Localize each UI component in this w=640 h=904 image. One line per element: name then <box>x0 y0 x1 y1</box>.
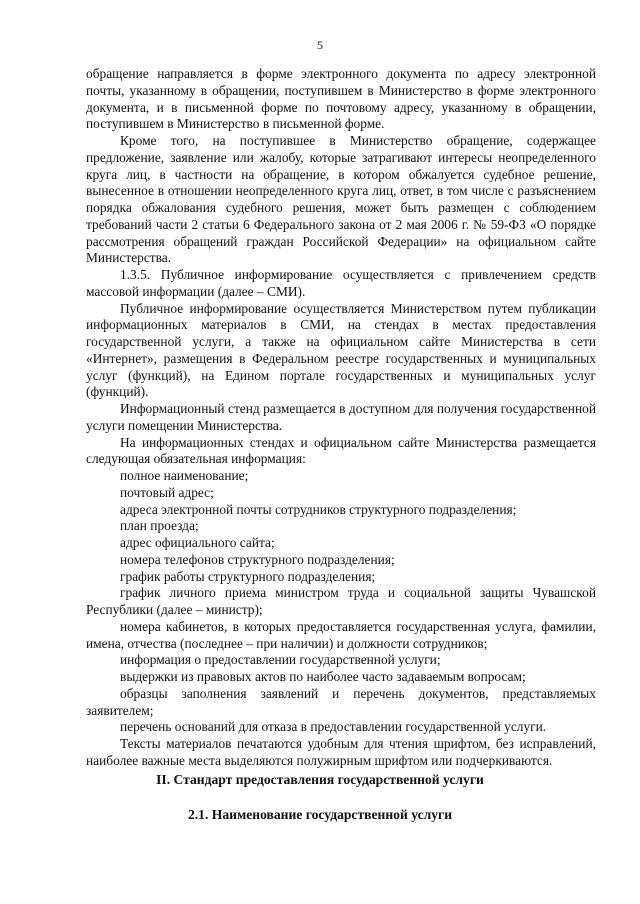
document-body <box>86 66 596 770</box>
list-item: выдержки из правовых актов по наиболее часто задаваемым вопросам; <box>120 669 526 684</box>
paragraph: Информационный стенд размещается в доступном для получения государственной услуги помещении Министерства. <box>86 401 596 433</box>
paragraph: обращение направляется в форме электронного документа по адресу электронной почты, указанному в обращении, поступившем в Министерство в форме электронного документа, и в письменной форме по почтовому адресу, указанному в обращении, поступившем в Министерство в письменной форме. <box>86 66 596 132</box>
paragraph: На информационных стендах и официальном сайте Министерства размещается следующая обязательная информация: <box>86 434 596 467</box>
list-item: образцы заполнения заявлений и перечень документов, представляемых заявителем; <box>86 685 596 718</box>
list-item: номера телефонов структурного подразделения; <box>120 551 395 567</box>
paragraph: Публичное информирование осуществляется Министерством путем публикации информационных материалов в СМИ, на стендах в местах предоставления государственной услуги, а также на официальном сайте Министерства в сети «Интернет», размещения в Федеральном реестре государственных и муниципальных услуг (функций), на Едином портале государственных и муниципальных услуг (функций). <box>86 300 596 400</box>
list-item: график работы структурного подразделения; <box>120 568 376 584</box>
subsection-heading: 2.1. Наименование государственной услуги <box>187 807 453 822</box>
paragraph: Тексты материалов печатаются удобным для чтения шрифтом, без исправлений, наиболее важные места выделяются полужирным шрифтом или подчеркиваются. <box>86 736 596 768</box>
list-item: адреса электронной почты сотрудников структурного подразделения; <box>120 501 517 517</box>
list-item: график личного приема министром труда и социальной защиты Чувашской Республики (далее – министр); <box>86 585 596 617</box>
paragraph: Кроме того, на поступившее в Министерство обращение, содержащее предложение, заявление или жалобу, которые затрагивают интересы неопределенного круга лиц, в частности на обращение, в котором обжалуется судебное решение, вынесенное в отношении неопределенного круга лиц, ответ, в том числе с разъяснением порядка обжалования судебного решения, может быть размещен с соблюдением требований части 2 статьи 6 Федерального закона от 2 мая 2006 г. № 59-ФЗ «О порядке рассмотрения обращений граждан Российской Федерации» на официальном сайте Министерства. <box>86 133 596 266</box>
list-item: план проезда; <box>120 518 199 534</box>
paragraph: 1.3.5. Публичное информирование осуществляется с привлечением средств массовой информации (далее – СМИ). <box>86 267 596 299</box>
list-item: почтовый адрес; <box>120 484 214 500</box>
list-item: информация о предоставлении государственной услуги; <box>120 652 441 668</box>
list-item: полное наименование; <box>120 468 249 483</box>
list-item: адрес официального сайта; <box>120 535 275 550</box>
list-item: перечень оснований для отказа в предоставлении государственной услуги. <box>120 719 547 735</box>
list-item: номера кабинетов, в которых предоставляется государственная услуга, фамилии, имена, отчества (последнее – при наличии) и должности сотрудников; <box>86 618 596 651</box>
page-number: 5 <box>317 38 323 52</box>
section-heading: II. Стандарт предоставления государственной услуги <box>156 772 484 787</box>
